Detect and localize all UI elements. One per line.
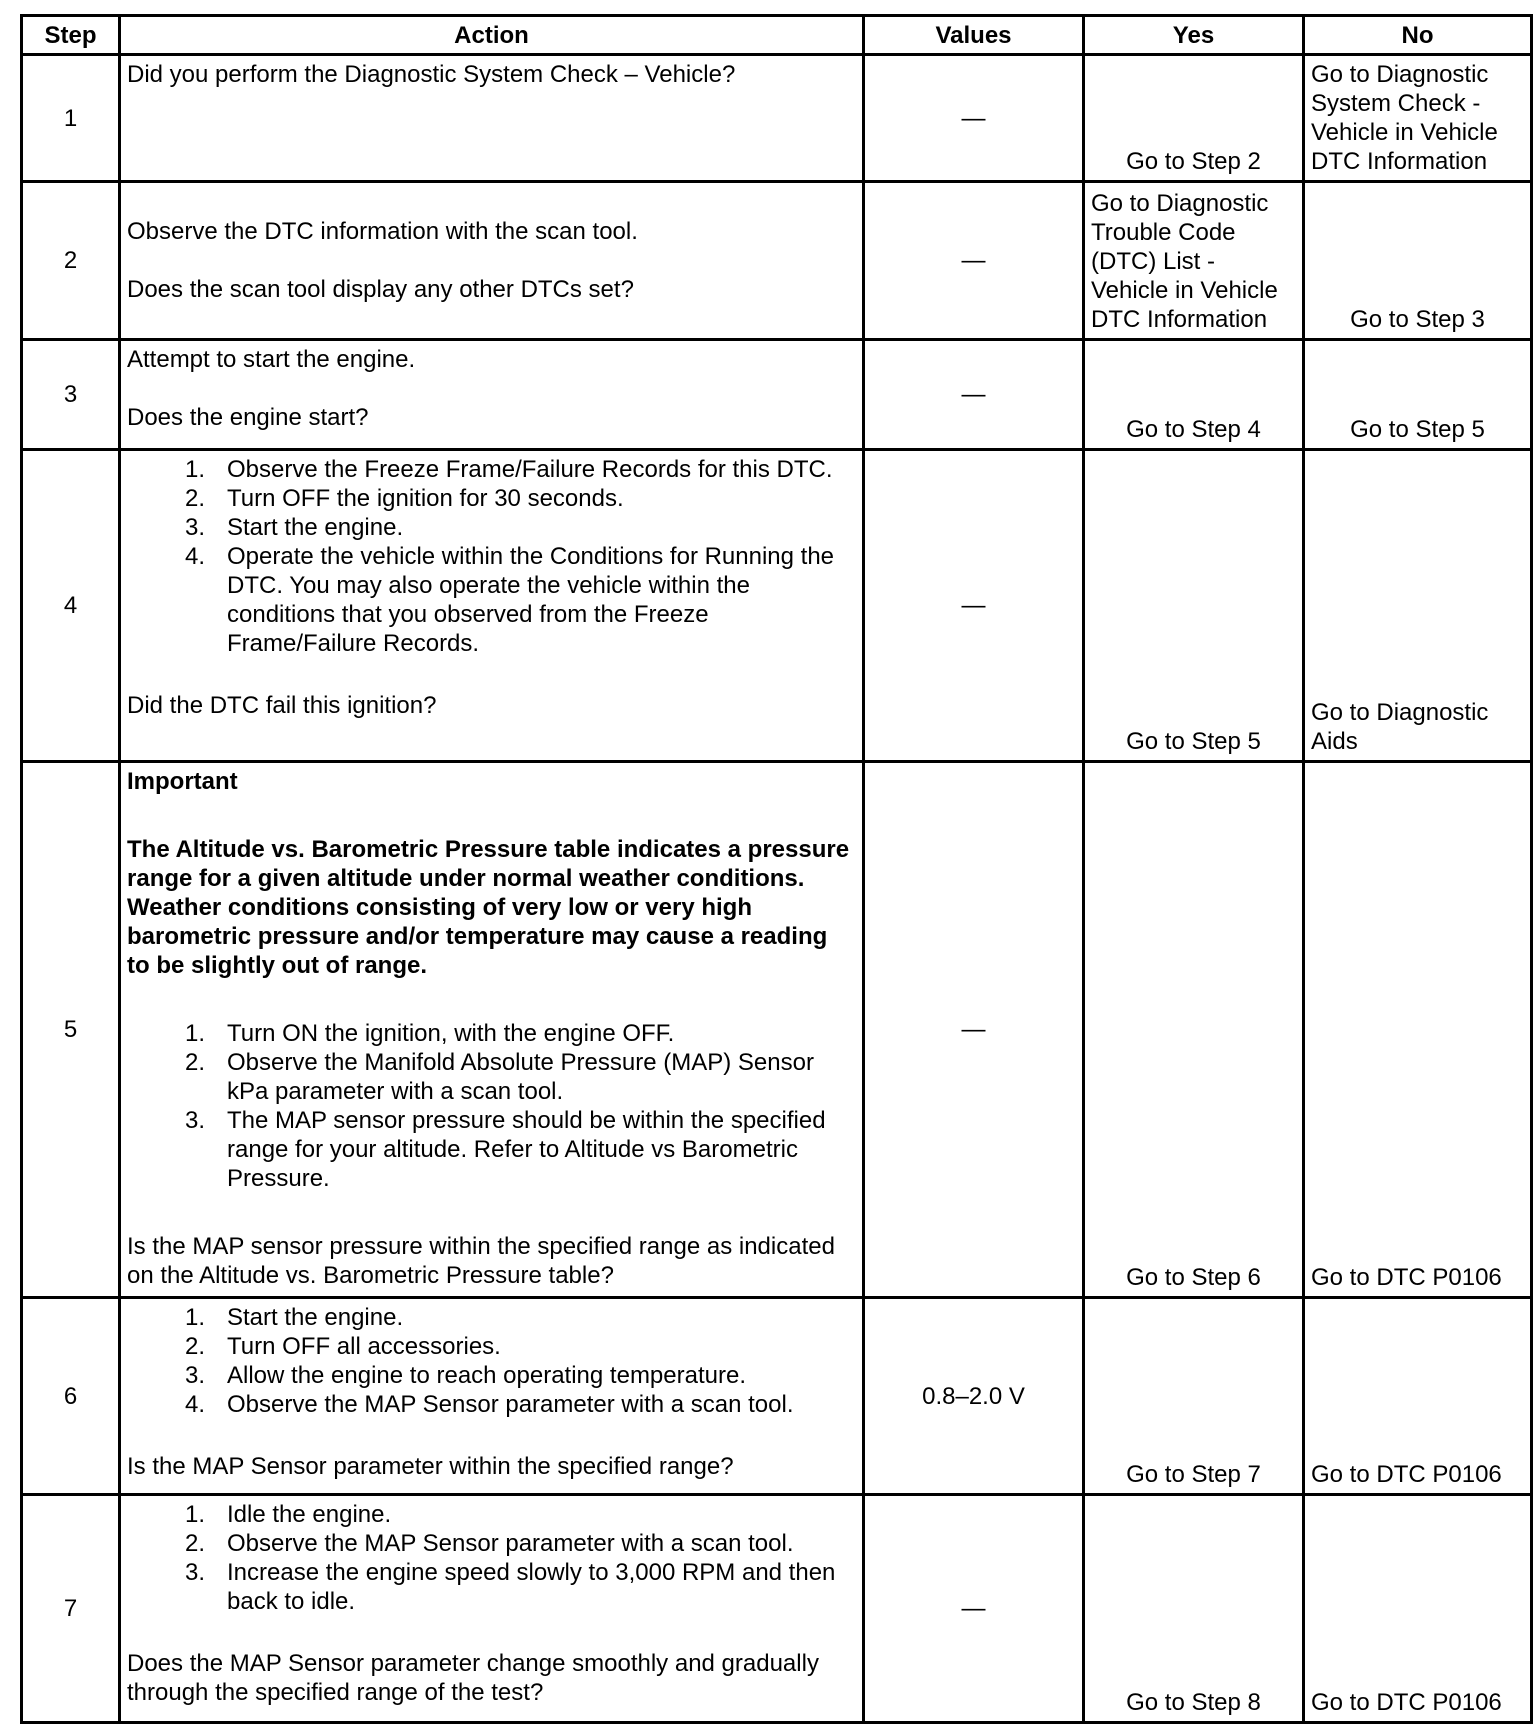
action-cell [120,182,864,340]
list-item: 4. Operate the vehicle within the Conditions for Running the DTC. You may also operate the vehicle within the conditions that you observed from the Freeze Frame/Failure Records. [184,543,835,657]
list-item: 1. Idle the engine. [184,1501,392,1528]
step-number: 1 [22,55,120,182]
header-no: No [1304,16,1532,55]
action-question: Does the scan tool display any other DTCs set? [127,276,634,303]
table-row [22,450,1532,762]
no-cell: Go to Step 3 [1304,182,1532,340]
list-item: 2. Turn OFF the ignition for 30 seconds. [184,485,624,512]
action-cell [120,1298,864,1495]
no-cell: Go to DTC P0106 [1304,762,1532,1298]
diagnostic-table [20,14,1533,1724]
values-cell: — [864,340,1084,450]
list-item: 2. Observe the MAP Sensor parameter with a scan tool. [184,1530,794,1557]
yes-cell: Go to Step 6 [1084,762,1304,1298]
table-row [22,762,1532,1298]
no-cell: Go to DTC P0106 [1304,1495,1532,1723]
table-row [22,55,1532,182]
list-item: 1. Start the engine. [184,1304,404,1331]
step-number: 2 [22,182,120,340]
yes-cell: Go to Step 4 [1084,340,1304,450]
list-item: 1. Turn ON the ignition, with the engine OFF. [184,1020,675,1047]
list-item: 4. Observe the MAP Sensor parameter with a scan tool. [184,1391,794,1418]
header-values: Values [864,16,1084,55]
table-header-row [22,16,1532,55]
table-row [22,1495,1532,1723]
step-number: 6 [22,1298,120,1495]
table-row [22,340,1532,450]
list-item: 3. The MAP sensor pressure should be within the specified range for your altitude. Refer to Altitude vs Barometric Pressure. [184,1107,826,1192]
step-number: 3 [22,340,120,450]
diagnostic-page [20,14,1530,1724]
important-note: The Altitude vs. Barometric Pressure table indicates a pressure range for a given altitude under normal weather conditions. Weather conditions consisting of very low or very high barometric pressure and/or temperature may cause a reading to be slightly out of range. [127,836,850,979]
action-cell [120,340,864,450]
action-question: Did the DTC fail this ignition? [127,692,437,719]
step-number: 5 [22,762,120,1298]
no-cell: Go to Diagnostic System Check - Vehicle in Vehicle DTC Information [1304,55,1532,182]
header-step: Step [22,16,120,55]
action-question: Does the engine start? [127,404,369,431]
action-text: Observe the DTC information with the scan tool. [127,218,638,245]
values-cell: 0.8–2.0 V [864,1298,1084,1495]
table-row [22,182,1532,340]
header-action: Action [120,16,864,55]
table-row [22,1298,1532,1495]
values-cell: — [864,762,1084,1298]
yes-cell: Go to Step 5 [1084,450,1304,762]
list-item: 3. Increase the engine speed slowly to 3,000 RPM and then back to idle. [184,1559,836,1615]
action-cell [120,1495,864,1723]
yes-cell: Go to Step 8 [1084,1495,1304,1723]
action-question: Does the MAP Sensor parameter change smoothly and gradually through the specified range of the test? [127,1650,819,1706]
important-label: Important [127,768,238,795]
step-number: 4 [22,450,120,762]
action-cell [120,450,864,762]
action-cell [120,762,864,1298]
action-list [127,1303,856,1419]
yes-cell: Go to Diagnostic Trouble Code (DTC) List - Vehicle in Vehicle DTC Information [1084,182,1304,340]
no-cell: Go to DTC P0106 [1304,1298,1532,1495]
action-text: Attempt to start the engine. [127,346,416,373]
header-yes: Yes [1084,16,1304,55]
action-question: Did you perform the Diagnostic System Check – Vehicle? [127,61,736,88]
list-item: 3. Allow the engine to reach operating temperature. [184,1362,746,1389]
action-question: Is the MAP sensor pressure within the specified range as indicated on the Altitude vs. Barometric Pressure table? [127,1233,835,1289]
action-question: Is the MAP Sensor parameter within the specified range? [127,1453,734,1480]
step-number: 7 [22,1495,120,1723]
action-list [127,455,856,658]
values-cell: — [864,450,1084,762]
action-list [127,1019,856,1193]
yes-cell: Go to Step 2 [1084,55,1304,182]
yes-cell: Go to Step 7 [1084,1298,1304,1495]
no-cell: Go to Step 5 [1304,340,1532,450]
no-cell: Go to Diagnostic Aids [1304,450,1532,762]
list-item: 1. Observe the Freeze Frame/Failure Records for this DTC. [184,456,833,483]
list-item: 3. Start the engine. [184,514,404,541]
action-cell [120,55,864,182]
action-list [127,1500,856,1616]
list-item: 2. Observe the Manifold Absolute Pressure (MAP) Sensor kPa parameter with a scan tool. [184,1049,814,1105]
values-cell: — [864,1495,1084,1723]
values-cell: — [864,182,1084,340]
values-cell: — [864,55,1084,182]
list-item: 2. Turn OFF all accessories. [184,1333,501,1360]
